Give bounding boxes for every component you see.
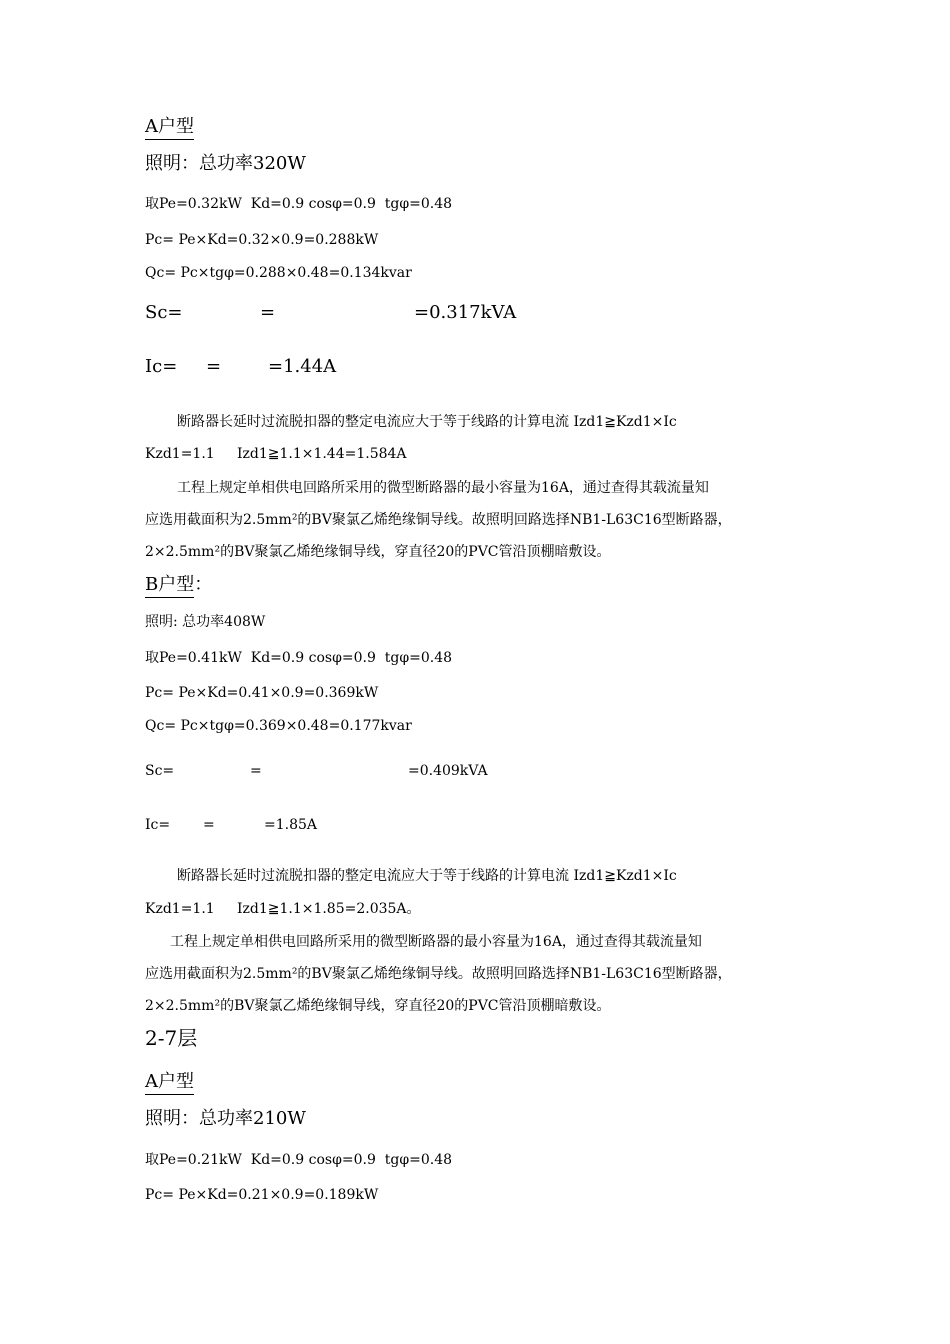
section-b-ic-result: =1.85A — [264, 817, 318, 833]
section-a-heading: A户型 — [145, 118, 194, 136]
section-a-sc-lhs: Sc= — [145, 302, 183, 323]
section-a-paragraph-4: 应选用截面积为2.5mm²的BV聚氯乙烯绝缘铜导线。故照明回路选择NB1-L63C16型断路器， — [145, 512, 732, 528]
section-a-pc: Pc= Pe×Kd=0.32×0.9=0.288kW — [145, 232, 379, 248]
section-b-heading: B户型： — [145, 576, 212, 594]
section-a-take: 取Pe=0.32kW Kd=0.9 cosφ=0.9 tgφ=0.48 — [145, 196, 453, 212]
section-a-paragraph-1: 断路器长延时过流脱扣器的整定电流应大于等于线路的计算电流 Izd1≧Kzd1×Ic — [177, 414, 677, 430]
section-a-qc: Qc= Pc×tgφ=0.288×0.48=0.134kvar — [145, 265, 412, 281]
section-c-heading: A户型 — [145, 1073, 194, 1091]
section-b-paragraph-2: Kzd1=1.1 Izd1≧1.1×1.85=2.035A。 — [145, 901, 421, 917]
section-b-pc: Pc= Pe×Kd=0.41×0.9=0.369kW — [145, 685, 379, 701]
section-b-paragraph-1: 断路器长延时过流脱扣器的整定电流应大于等于线路的计算电流 Izd1≧Kzd1×Ic — [177, 868, 677, 884]
section-a-sc-result: =0.317kVA — [414, 302, 517, 323]
section-b-lighting: 照明: 总功率408W — [145, 614, 266, 630]
section-b-ic-eq: = — [203, 817, 215, 833]
section-a-lighting: 照明：总功率320W — [145, 153, 306, 174]
section-b-qc: Qc= Pc×tgφ=0.369×0.48=0.177kvar — [145, 718, 412, 734]
section-b-paragraph-4: 应选用截面积为2.5mm²的BV聚氯乙烯绝缘铜导线。故照明回路选择NB1-L63C16型断路器， — [145, 966, 732, 982]
section-a-paragraph-5: 2×2.5mm²的BV聚氯乙烯绝缘铜导线，穿直径20的PVC管沿顶棚暗敷设。 — [145, 544, 611, 560]
section-a-paragraph-2: Kzd1=1.1 Izd1≧1.1×1.44=1.584A — [145, 446, 407, 462]
floor-heading: 2-7层 — [145, 1026, 198, 1050]
section-b-sc-eq: = — [250, 763, 262, 779]
section-b-take: 取Pe=0.41kW Kd=0.9 cosφ=0.9 tgφ=0.48 — [145, 650, 453, 666]
section-a-sc-eq: = — [260, 302, 276, 323]
section-c-lighting: 照明：总功率210W — [145, 1108, 306, 1129]
section-b-sc-result: =0.409kVA — [408, 763, 488, 779]
section-a-ic-eq: = — [206, 356, 222, 377]
section-b-paragraph-3: 工程上规定单相供电回路所采用的微型断路器的最小容量为16A，通过查得其载流量知 — [170, 934, 702, 950]
section-c-take: 取Pe=0.21kW Kd=0.9 cosφ=0.9 tgφ=0.48 — [145, 1152, 453, 1168]
section-a-ic-lhs: Ic= — [145, 356, 178, 377]
section-b-sc-lhs: Sc= — [145, 763, 175, 779]
section-c-pc: Pc= Pe×Kd=0.21×0.9=0.189kW — [145, 1187, 379, 1203]
section-a-ic-result: =1.44A — [268, 356, 337, 377]
section-b-paragraph-5: 2×2.5mm²的BV聚氯乙烯绝缘铜导线，穿直径20的PVC管沿顶棚暗敷设。 — [145, 998, 611, 1014]
section-b-ic-lhs: Ic= — [145, 817, 171, 833]
section-a-paragraph-3: 工程上规定单相供电回路所采用的微型断路器的最小容量为16A，通过查得其载流量知 — [177, 480, 709, 496]
